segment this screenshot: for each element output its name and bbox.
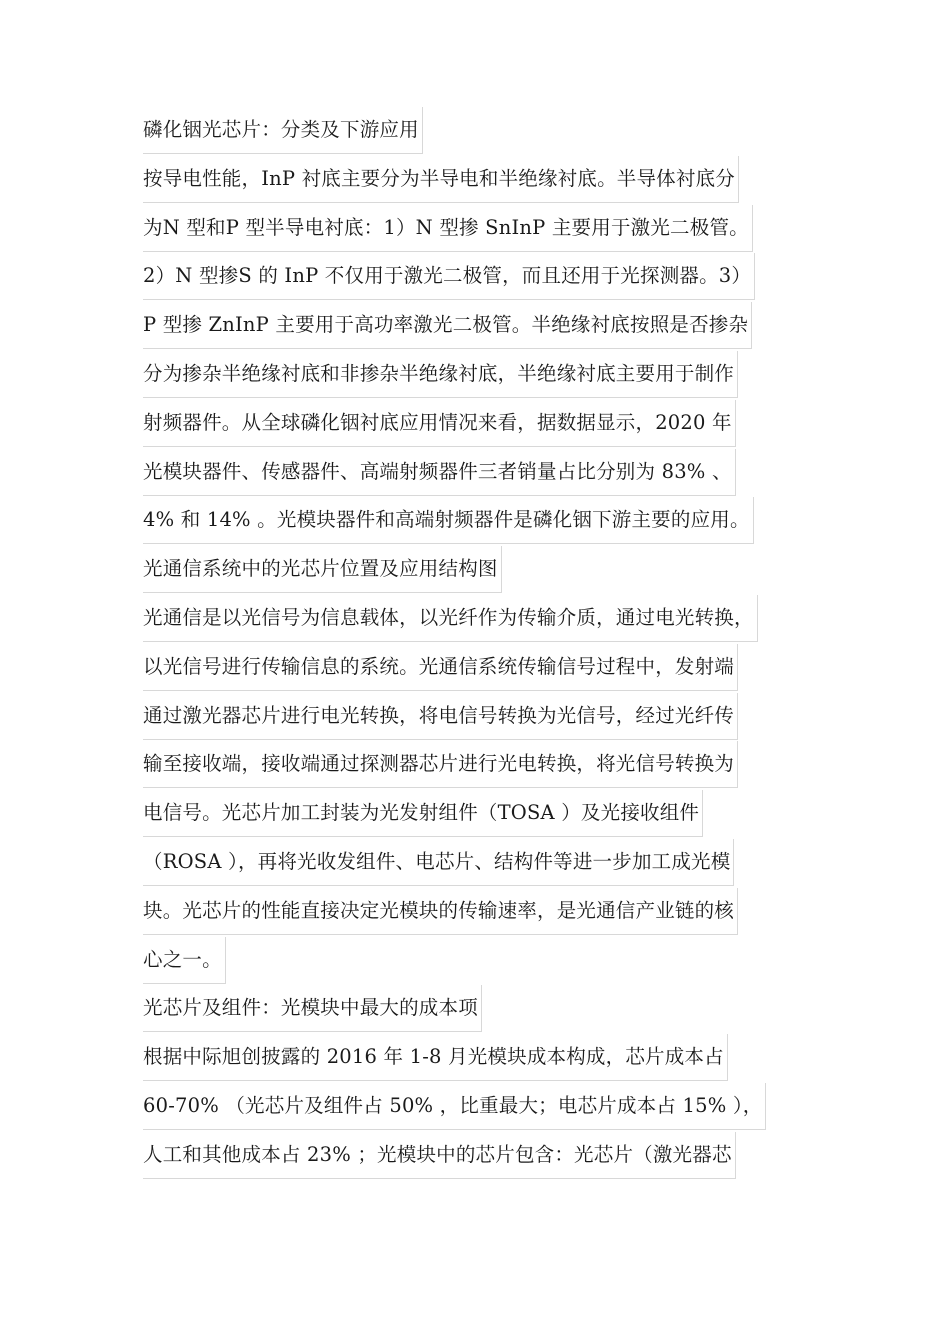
text-line: 射频器件。从全球磷化铟衬底应用情况来看，据数据显示，2020 年 (143, 400, 736, 447)
paragraph-line (143, 838, 813, 887)
paragraph-line (143, 155, 813, 204)
paragraph-line (143, 594, 813, 643)
text-line: 根据中际旭创披露的 2016 年 1-8 月光模块成本构成，芯片成本占 (143, 1034, 728, 1081)
section-heading-inp-chip (143, 106, 813, 155)
text-line: 以光信号进行传输信息的系统。光通信系统传输信号过程中，发射端 (143, 644, 738, 691)
paragraph-line (143, 252, 813, 301)
paragraph-line (143, 1033, 813, 1082)
paragraph-line (143, 789, 813, 838)
text-line: 为N 型和P 型半导电衬底：1）N 型掺 SnInP 主要用于激光二极管。 (143, 205, 753, 252)
paragraph-line (143, 643, 813, 692)
section-heading-cost (143, 984, 813, 1033)
text-line: 4% 和 14% 。光模块器件和高端射频器件是磷化铟下游主要的应用。 (143, 497, 754, 544)
paragraph-line (143, 740, 813, 789)
paragraph-line (143, 887, 813, 936)
paragraph-line (143, 936, 813, 985)
text-line: 输至接收端，接收端通过探测器芯片进行光电转换，将光信号转换为 (143, 741, 738, 788)
paragraph-line (143, 204, 813, 253)
text-line: 磷化铟光芯片：分类及下游应用 (143, 107, 423, 154)
paragraph-line (143, 350, 813, 399)
paragraph-line (143, 1082, 813, 1131)
text-line: 60-70% （光芯片及组件占 50% ，比重最大；电芯片成本占 15% ）， (143, 1083, 766, 1130)
paragraph-line (143, 448, 813, 497)
text-line: 光通信是以光信号为信息载体，以光纤作为传输介质，通过电光转换， (143, 595, 758, 642)
text-line: 光芯片及组件：光模块中最大的成本项 (143, 985, 482, 1032)
paragraph-line (143, 692, 813, 741)
text-line: P 型掺 ZnInP 主要用于高功率激光二极管。半绝缘衬底按照是否掺杂 (143, 302, 752, 349)
text-line: 光模块器件、传感器件、高端射频器件三者销量占比分别为 83% 、 (143, 449, 736, 496)
text-line: 心之一。 (143, 937, 226, 984)
text-line: 电信号。光芯片加工封装为光发射组件（TOSA ）及光接收组件 (143, 790, 703, 837)
text-line: 按导电性能，InP 衬底主要分为半导电和半绝缘衬底。半导体衬底分 (143, 156, 739, 203)
text-line: 光通信系统中的光芯片位置及应用结构图 (143, 546, 502, 593)
section-heading-optical-comm (143, 545, 813, 594)
paragraph-line (143, 496, 813, 545)
paragraph-line (143, 1131, 813, 1180)
text-line: 块。光芯片的性能直接决定光模块的传输速率，是光通信产业链的核 (143, 888, 738, 935)
paragraph-line (143, 301, 813, 350)
text-line: 通过激光器芯片进行电光转换，将电信号转换为光信号，经过光纤传 (143, 693, 738, 740)
text-line: 分为掺杂半绝缘衬底和非掺杂半绝缘衬底，半绝缘衬底主要用于制作 (143, 351, 738, 398)
text-line: 2）N 型掺S 的 InP 不仅用于激光二极管，而且还用于光探测器。3） (143, 253, 755, 300)
text-line: （ROSA ），再将光收发组件、电芯片、结构件等进一步加工成光模 (143, 839, 734, 886)
paragraph-line (143, 399, 813, 448)
text-line: 人工和其他成本占 23% ；光模块中的芯片包含：光芯片（激光器芯 (143, 1132, 736, 1179)
document-body (143, 106, 813, 1180)
